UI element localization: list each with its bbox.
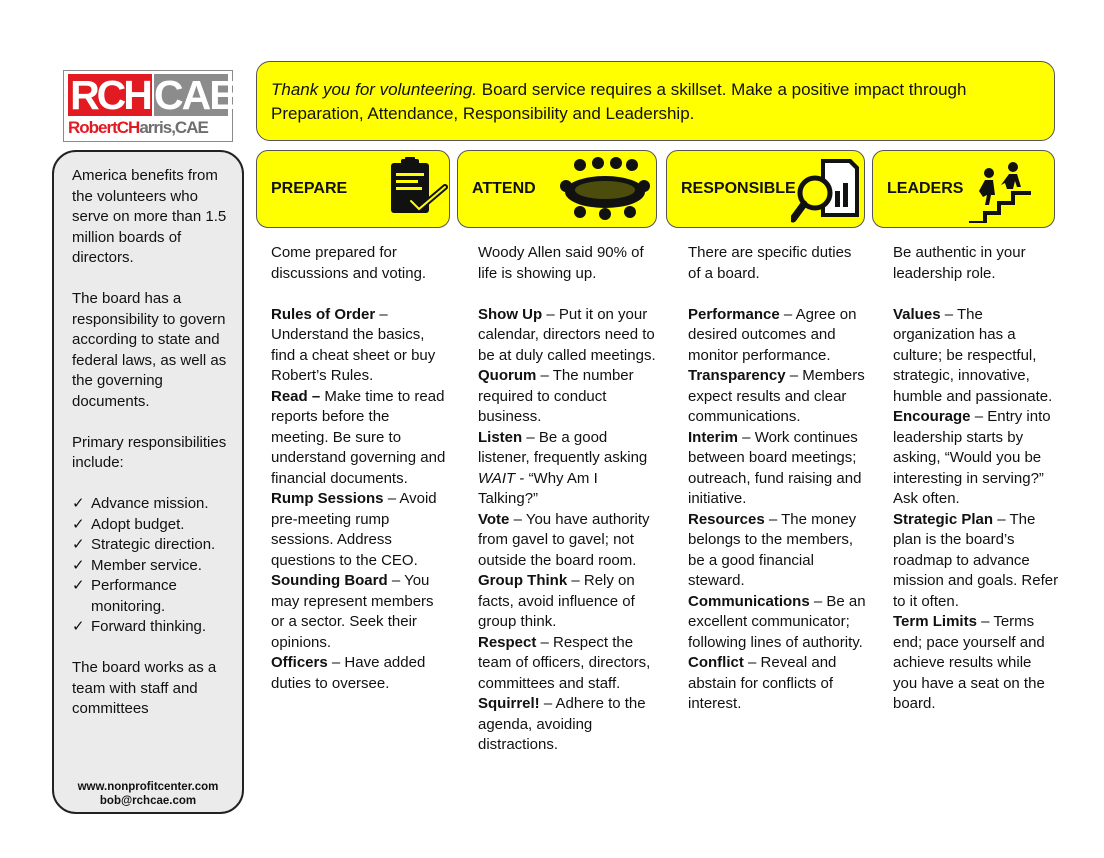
item-term: Performance [688, 305, 780, 323]
banner-text: Board service requires a skillset. Make a positive impact through Preparation, Attendance, Responsibility and Leadership. [271, 80, 967, 123]
meeting-table-icon [558, 156, 652, 222]
attend-item [478, 633, 660, 695]
header-responsible [666, 150, 865, 228]
item-separator: – [779, 305, 796, 323]
list-item-text: Member service. [91, 556, 202, 574]
item-text: - “Why Am I Talking?” [478, 469, 598, 507]
item-separator: – [785, 367, 803, 384]
sidebar-paragraph-2: The board has a responsibility to govern according to state and federal laws, as well as the governing documents. [72, 290, 227, 410]
item-emphasis: WAIT [478, 469, 516, 487]
item-separator: – [976, 613, 994, 630]
item-separator: – [809, 592, 827, 610]
item-separator: – [375, 305, 388, 323]
prepare-item [271, 305, 451, 387]
item-text: Be a good listener, frequently asking [478, 428, 648, 466]
prepare-item [271, 489, 451, 571]
prepare-item [271, 653, 451, 694]
item-term: Interim [688, 428, 739, 446]
item-text: You may represent members or a sector. Seek their opinions. [271, 572, 434, 651]
item-text: Work continues between board meetings; outreach, fund raising and initiative. [688, 428, 862, 507]
leaders-intro: Be authentic in your leadership role. [893, 244, 1026, 282]
item-separator: – [764, 510, 782, 528]
header-attend [457, 150, 657, 228]
item-text: Make time to read reports before the meeting. Be sure to understand governing and financial documents. [271, 387, 446, 487]
checkmark-icon: ✓ [72, 618, 85, 635]
list-item [72, 576, 232, 617]
prepare-item [271, 387, 451, 490]
item-term: Read – [271, 387, 321, 405]
clipboard-check-icon [387, 157, 449, 219]
item-term: Listen [478, 428, 523, 446]
sidebar-paragraph-1: America benefits from the volunteers who serve on more than 1.5 million boards of directors. [72, 167, 227, 266]
item-separator: – [509, 510, 526, 528]
magnifier-report-icon [791, 157, 863, 225]
sidebar-paragraph-3: Primary responsibilities include: [72, 433, 227, 471]
list-item-text: Forward thinking. [91, 618, 207, 635]
item-text: The number required to conduct business. [478, 367, 634, 425]
item-term: Sounding Board [271, 572, 388, 589]
logo-name [68, 118, 228, 138]
item-separator: – [993, 510, 1010, 528]
item-text: Have added duties to oversee. [271, 654, 426, 692]
leaders-item [893, 305, 1059, 408]
attend-item [478, 510, 660, 572]
item-term: Communications [688, 592, 810, 610]
item-text: The money belongs to the members, be a good financial steward. [688, 510, 857, 589]
logo-rch-mark: RCH [68, 74, 152, 116]
attend-column [478, 243, 660, 756]
list-item-text: Advance mission. [91, 495, 209, 512]
item-separator: – [536, 633, 554, 651]
header-leaders [872, 150, 1055, 228]
item-separator: – [970, 408, 988, 425]
responsible-item [688, 653, 866, 715]
item-separator: – [539, 695, 556, 712]
item-text: Agree on desired outcomes and monitor performance. [688, 305, 857, 364]
logo-name-red: RobertCH [68, 118, 140, 137]
prepare-intro: Come prepared for discussions and voting. [271, 244, 427, 282]
header-prepare-label: PREPARE [271, 180, 348, 197]
item-term: Rules of Order [271, 305, 376, 323]
checkmark-icon: ✓ [72, 536, 85, 553]
attend-item [478, 428, 660, 510]
item-text: Members expect results and clear communications. [688, 367, 865, 425]
leaders-column [893, 243, 1059, 715]
attend-intro: Woody Allen said 90% of life is showing up. [478, 244, 644, 282]
checkmark-icon: ✓ [72, 556, 85, 574]
item-term: Squirrel! [478, 695, 540, 712]
item-text: Put it on your calendar, directors need to be at duly called meetings. [478, 305, 656, 364]
header-leaders-label: LEADERS [887, 180, 964, 197]
item-text: The organization has a culture; be respectful, strategic, innovative, humble and passionate. [893, 305, 1053, 405]
list-item [72, 535, 232, 556]
item-term: Strategic Plan [893, 510, 994, 528]
header-attend-label: ATTEND [472, 180, 536, 197]
list-item [72, 556, 232, 577]
item-term: Rump Sessions [271, 490, 384, 507]
responsible-column [688, 243, 866, 715]
item-separator: – [327, 654, 345, 671]
item-separator: – [542, 305, 559, 323]
rch-cae-logo [63, 70, 233, 142]
item-separator: – [536, 367, 553, 384]
item-text: You have authority from gavel to gavel; not outside the board room. [478, 510, 650, 569]
item-text: Rely on facts, avoid influence of group think. [478, 572, 635, 630]
responsible-item [688, 592, 866, 654]
contact-info [54, 780, 242, 808]
item-text: Entry into leadership starts by asking, “Would you be interesting in serving?” Ask often. [893, 408, 1051, 507]
list-item-text: Strategic direction. [91, 536, 216, 553]
item-separator: – [738, 428, 755, 446]
item-separator: – [522, 428, 539, 446]
item-term: Encourage [893, 408, 971, 425]
item-text: Adhere to the agenda, avoiding distractions. [478, 695, 646, 753]
prepare-column [271, 243, 451, 694]
item-term: Transparency [688, 367, 786, 384]
list-item [72, 494, 232, 515]
responsible-item [688, 366, 866, 428]
responsibilities-list [72, 494, 232, 638]
leaders-item [893, 612, 1059, 715]
responsible-item [688, 428, 866, 510]
item-text: Understand the basics, find a cheat sheet or buy Robert’s Rules. [271, 326, 436, 384]
item-separator: – [567, 572, 584, 589]
item-term: Show Up [478, 305, 543, 323]
list-item-text: Performance monitoring. [91, 577, 177, 615]
item-term: Values [893, 305, 941, 323]
header-responsible-label: RESPONSIBLE [681, 180, 796, 197]
checkmark-icon: ✓ [72, 515, 85, 533]
item-term: Officers [271, 654, 328, 671]
item-text: Be an excellent communicator; following lines of authority. [688, 592, 866, 651]
item-separator: – [940, 305, 957, 323]
attend-item [478, 694, 660, 756]
responsible-item [688, 305, 866, 367]
list-item [72, 515, 232, 536]
banner-italic: Thank you for volunteering. [271, 80, 478, 99]
item-term: Vote [478, 510, 510, 528]
website-link[interactable]: www.nonprofitcenter.com [77, 781, 219, 793]
item-term: Term Limits [893, 613, 977, 630]
item-term: Resources [688, 510, 765, 528]
item-text: The plan is the board’s roadmap to advance mission and goals. Refer to it often. [893, 510, 1059, 610]
item-term: Quorum [478, 367, 537, 384]
checkmark-icon: ✓ [72, 577, 85, 594]
item-term: Respect [478, 633, 537, 651]
stairs-people-icon [967, 161, 1033, 223]
item-separator: – [387, 572, 405, 589]
item-text: Reveal and abstain for conflicts of interest. [688, 654, 837, 712]
logo-name-grey: arris,CAE [139, 118, 208, 137]
item-separator: – [743, 654, 761, 671]
leaders-item [893, 407, 1059, 510]
attend-item [478, 571, 660, 633]
intro-banner [256, 61, 1055, 141]
item-text: Respect the team of officers, directors, committees and staff. [478, 633, 651, 692]
logo-cae-mark: CAE [154, 72, 235, 118]
list-item [72, 617, 232, 638]
leaders-item [893, 510, 1059, 613]
attend-item [478, 305, 660, 367]
email-link[interactable]: bob@rchcae.com [99, 795, 197, 807]
item-term: Conflict [688, 654, 744, 671]
sidebar-panel [52, 150, 244, 814]
list-item-text: Adopt budget. [91, 515, 185, 533]
item-text: Terms end; pace yourself and achieve results while you have a seat on the board. [893, 613, 1045, 712]
prepare-item [271, 571, 451, 653]
sidebar-paragraph-4: The board works as a team with staff and committees [72, 659, 217, 717]
attend-item [478, 366, 660, 428]
responsible-intro: There are specific duties of a board. [688, 244, 852, 282]
responsible-item [688, 510, 866, 592]
header-prepare [256, 150, 450, 228]
item-text: Avoid pre-meeting rump sessions. Address questions to the CEO. [271, 490, 437, 569]
checkmark-icon: ✓ [72, 495, 85, 512]
item-separator: – [383, 490, 400, 507]
item-term: Group Think [478, 572, 568, 589]
